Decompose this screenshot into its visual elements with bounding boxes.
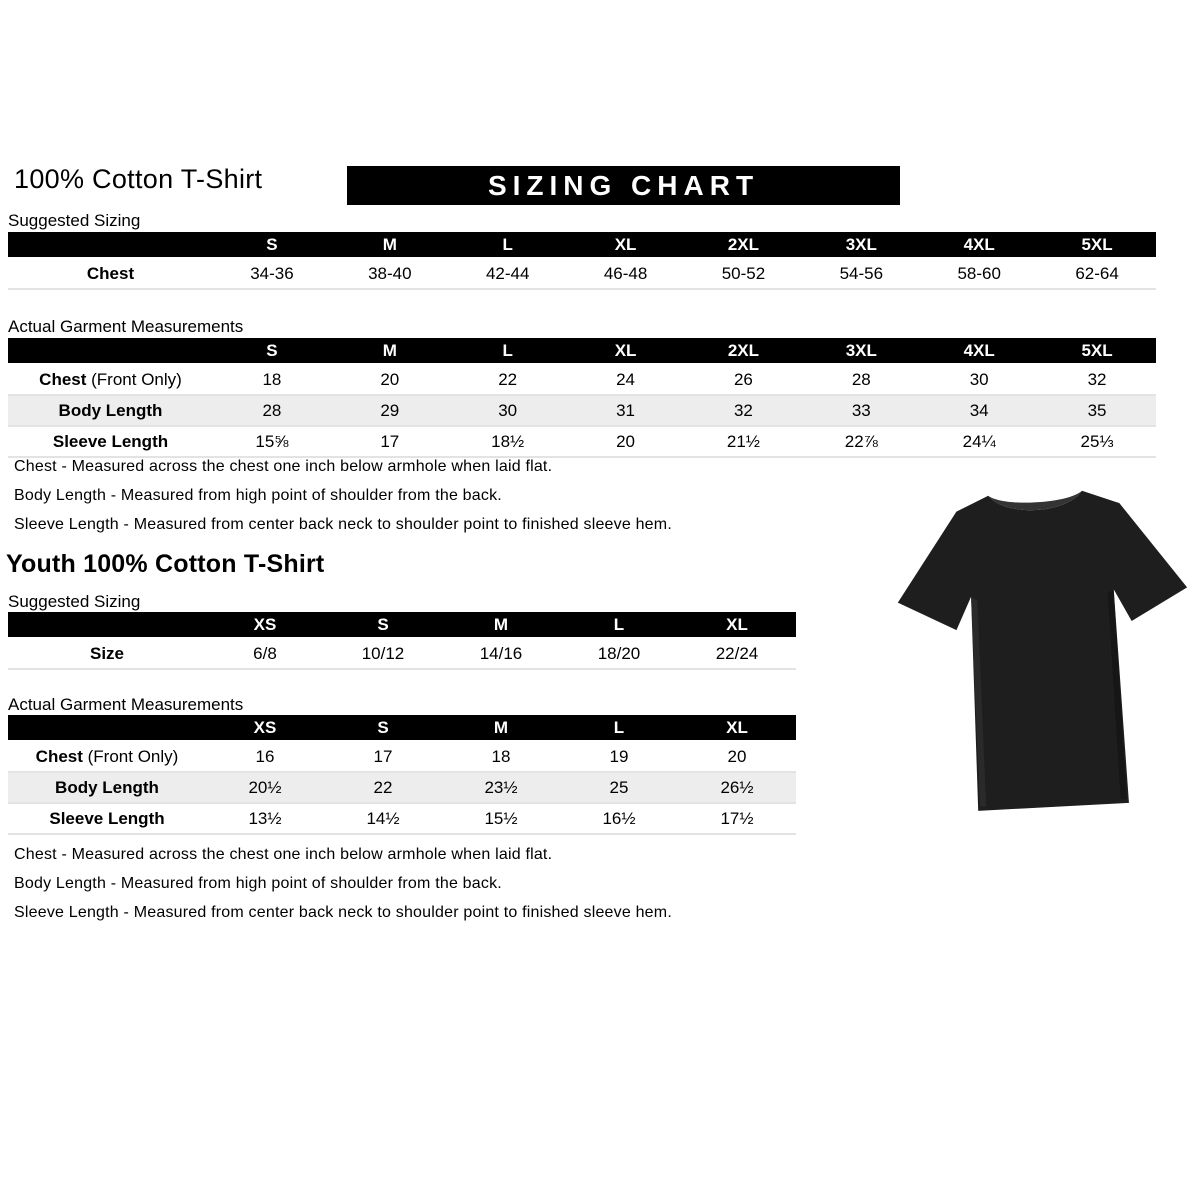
size-column-header: 5XL [1038,338,1156,364]
size-column-header: 5XL [1038,232,1156,258]
row-label: Body Length [55,777,159,797]
size-value-cell: 20½ [248,777,282,797]
size-column-header: S [213,232,331,258]
row-label: Chest [39,369,87,389]
size-value-cell: 35 [1087,400,1107,420]
row-label: Sleeve Length [49,808,165,828]
size-column-header: M [331,338,449,364]
size-value-cell: 18/20 [597,643,641,663]
size-column-header: 4XL [920,338,1038,364]
size-value-cell: 26½ [720,777,754,797]
size-value-cell: 46-48 [603,263,648,283]
size-value-cell: 14/16 [479,643,523,663]
adult-measurement-notes [14,452,672,539]
size-value-cell: 42-44 [485,263,530,283]
size-value-cell: 15⅝ [255,431,289,451]
tshirt-image [890,466,1196,822]
adult-suggested-sizing-table [8,232,1156,290]
adult-suggested-sizing-heading: Suggested Sizing [8,211,141,230]
youth-actual-measurements-heading: Actual Garment Measurements [8,695,244,714]
row-label-cell [8,772,206,803]
row-label-cell [8,741,206,772]
size-value-cell: 21½ [726,431,760,451]
size-value-cell: 22 [498,369,518,389]
size-column-header: XL [567,338,685,364]
table-row-chest [8,364,1156,395]
header-row [8,612,796,638]
size-value-cell: 28 [262,400,282,420]
sizing-chart-banner: SIZING CHART [347,166,900,205]
header-spacer-cell [8,715,206,741]
size-column-header: M [442,715,560,741]
size-value-cell: 18½ [491,431,525,451]
size-value-cell: 24¼ [962,431,996,451]
header-spacer-cell [8,612,206,638]
size-value-cell: 13½ [248,808,282,828]
row-label: Chest [86,263,135,283]
note-chest: Chest - Measured across the chest one inch below armhole when laid flat. [14,846,553,863]
size-value-cell: 22 [373,777,393,797]
row-label-suffix: (Front Only) [87,746,179,766]
header-spacer-cell [8,232,213,258]
size-value-cell: 19 [609,746,629,766]
size-column-header: L [449,232,567,258]
size-value-cell: 33 [851,400,871,420]
size-value-cell: 30 [498,400,518,420]
size-column-header: S [324,612,442,638]
note-body-length: Body Length - Measured from high point of shoulder from the back. [14,875,502,892]
size-column-header: XS [206,612,324,638]
size-column-header: 2XL [685,232,803,258]
size-column-header: XL [567,232,685,258]
row-label: Sleeve Length [52,431,169,451]
note-sleeve-length: Sleeve Length - Measured from center back neck to shoulder point to finished sleeve hem. [14,516,672,533]
table-row-body-length [8,772,796,803]
size-column-header: XS [206,715,324,741]
size-value-cell: 29 [380,400,400,420]
size-value-cell: 18 [491,746,511,766]
size-column-header: XL [678,715,796,741]
size-column-header: XL [678,612,796,638]
header-spacer-cell [8,338,213,364]
size-column-header: L [560,715,678,741]
size-column-header: 3XL [802,232,920,258]
size-value-cell: 62-64 [1075,263,1119,283]
header-row [8,338,1156,364]
page-title: 100% Cotton T-Shirt [14,164,263,194]
row-label-suffix: (Front Only) [91,369,182,389]
size-value-cell: 10/12 [361,643,405,663]
size-value-cell: 17 [380,431,400,451]
size-value-cell: 28 [851,369,871,389]
row-label-cell [8,395,213,426]
size-value-cell: 31 [616,400,636,420]
row-label-cell [8,364,213,395]
table-row-chest [8,258,1156,289]
size-value-cell: 32 [733,400,753,420]
size-column-header: S [213,338,331,364]
size-value-cell: 6/8 [253,643,277,663]
size-value-cell: 34 [969,400,989,420]
youth-actual-measurements-table [8,715,796,835]
size-value-cell: 25⅓ [1080,431,1114,451]
size-column-header: 4XL [920,232,1038,258]
size-value-cell: 30 [969,369,989,389]
size-value-cell: 26 [733,369,753,389]
size-column-header: M [331,232,449,258]
header-row [8,715,796,741]
size-value-cell: 16 [255,746,275,766]
size-value-cell: 15½ [484,808,518,828]
size-column-header: L [560,612,678,638]
header-row [8,232,1156,258]
size-value-cell: 14½ [366,808,400,828]
size-value-cell: 22⅞ [844,431,878,451]
note-chest: Chest - Measured across the chest one inch below armhole when laid flat. [14,458,553,475]
size-value-cell: 20 [727,746,747,766]
row-label: Size [89,643,125,663]
size-value-cell: 23½ [484,777,518,797]
table-row-chest [8,741,796,772]
adult-actual-measurements-table [8,338,1156,458]
youth-measurement-notes [14,840,672,927]
size-column-header: S [324,715,442,741]
size-value-cell: 22/24 [715,643,759,663]
size-value-cell: 17 [373,746,393,766]
tshirt-silhouette-icon [890,466,1196,822]
size-value-cell: 17½ [720,808,754,828]
size-value-cell: 18 [262,369,282,389]
youth-suggested-sizing-heading: Suggested Sizing [8,592,141,611]
size-value-cell: 58-60 [957,263,1001,283]
size-column-header: 3XL [802,338,920,364]
youth-suggested-sizing-table [8,612,796,670]
size-value-cell: 32 [1087,369,1107,389]
table-row-size [8,638,796,669]
size-value-cell: 38-40 [368,263,412,283]
size-value-cell: 25 [609,777,629,797]
row-label-cell [8,803,206,834]
note-body-length: Body Length - Measured from high point of shoulder from the back. [14,487,502,504]
size-value-cell: 34-36 [250,263,294,283]
size-value-cell: 24 [616,369,636,389]
row-label-cell [8,258,213,289]
size-value-cell: 20 [616,431,636,451]
table-row-sleeve-length [8,803,796,834]
table-row-body-length [8,395,1156,426]
size-value-cell: 54-56 [839,263,884,283]
size-value-cell: 50-52 [721,263,766,283]
row-label-cell [8,638,206,669]
size-value-cell: 20 [380,369,400,389]
row-label: Body Length [58,400,163,420]
size-value-cell: 16½ [602,808,636,828]
row-label: Chest [35,746,83,766]
adult-actual-measurements-heading: Actual Garment Measurements [8,317,244,336]
size-column-header: L [449,338,567,364]
note-sleeve-length: Sleeve Length - Measured from center back neck to shoulder point to finished sleeve hem. [14,904,672,921]
size-column-header: M [442,612,560,638]
youth-section-title: Youth 100% Cotton T-Shirt [6,550,325,578]
size-column-header: 2XL [685,338,803,364]
